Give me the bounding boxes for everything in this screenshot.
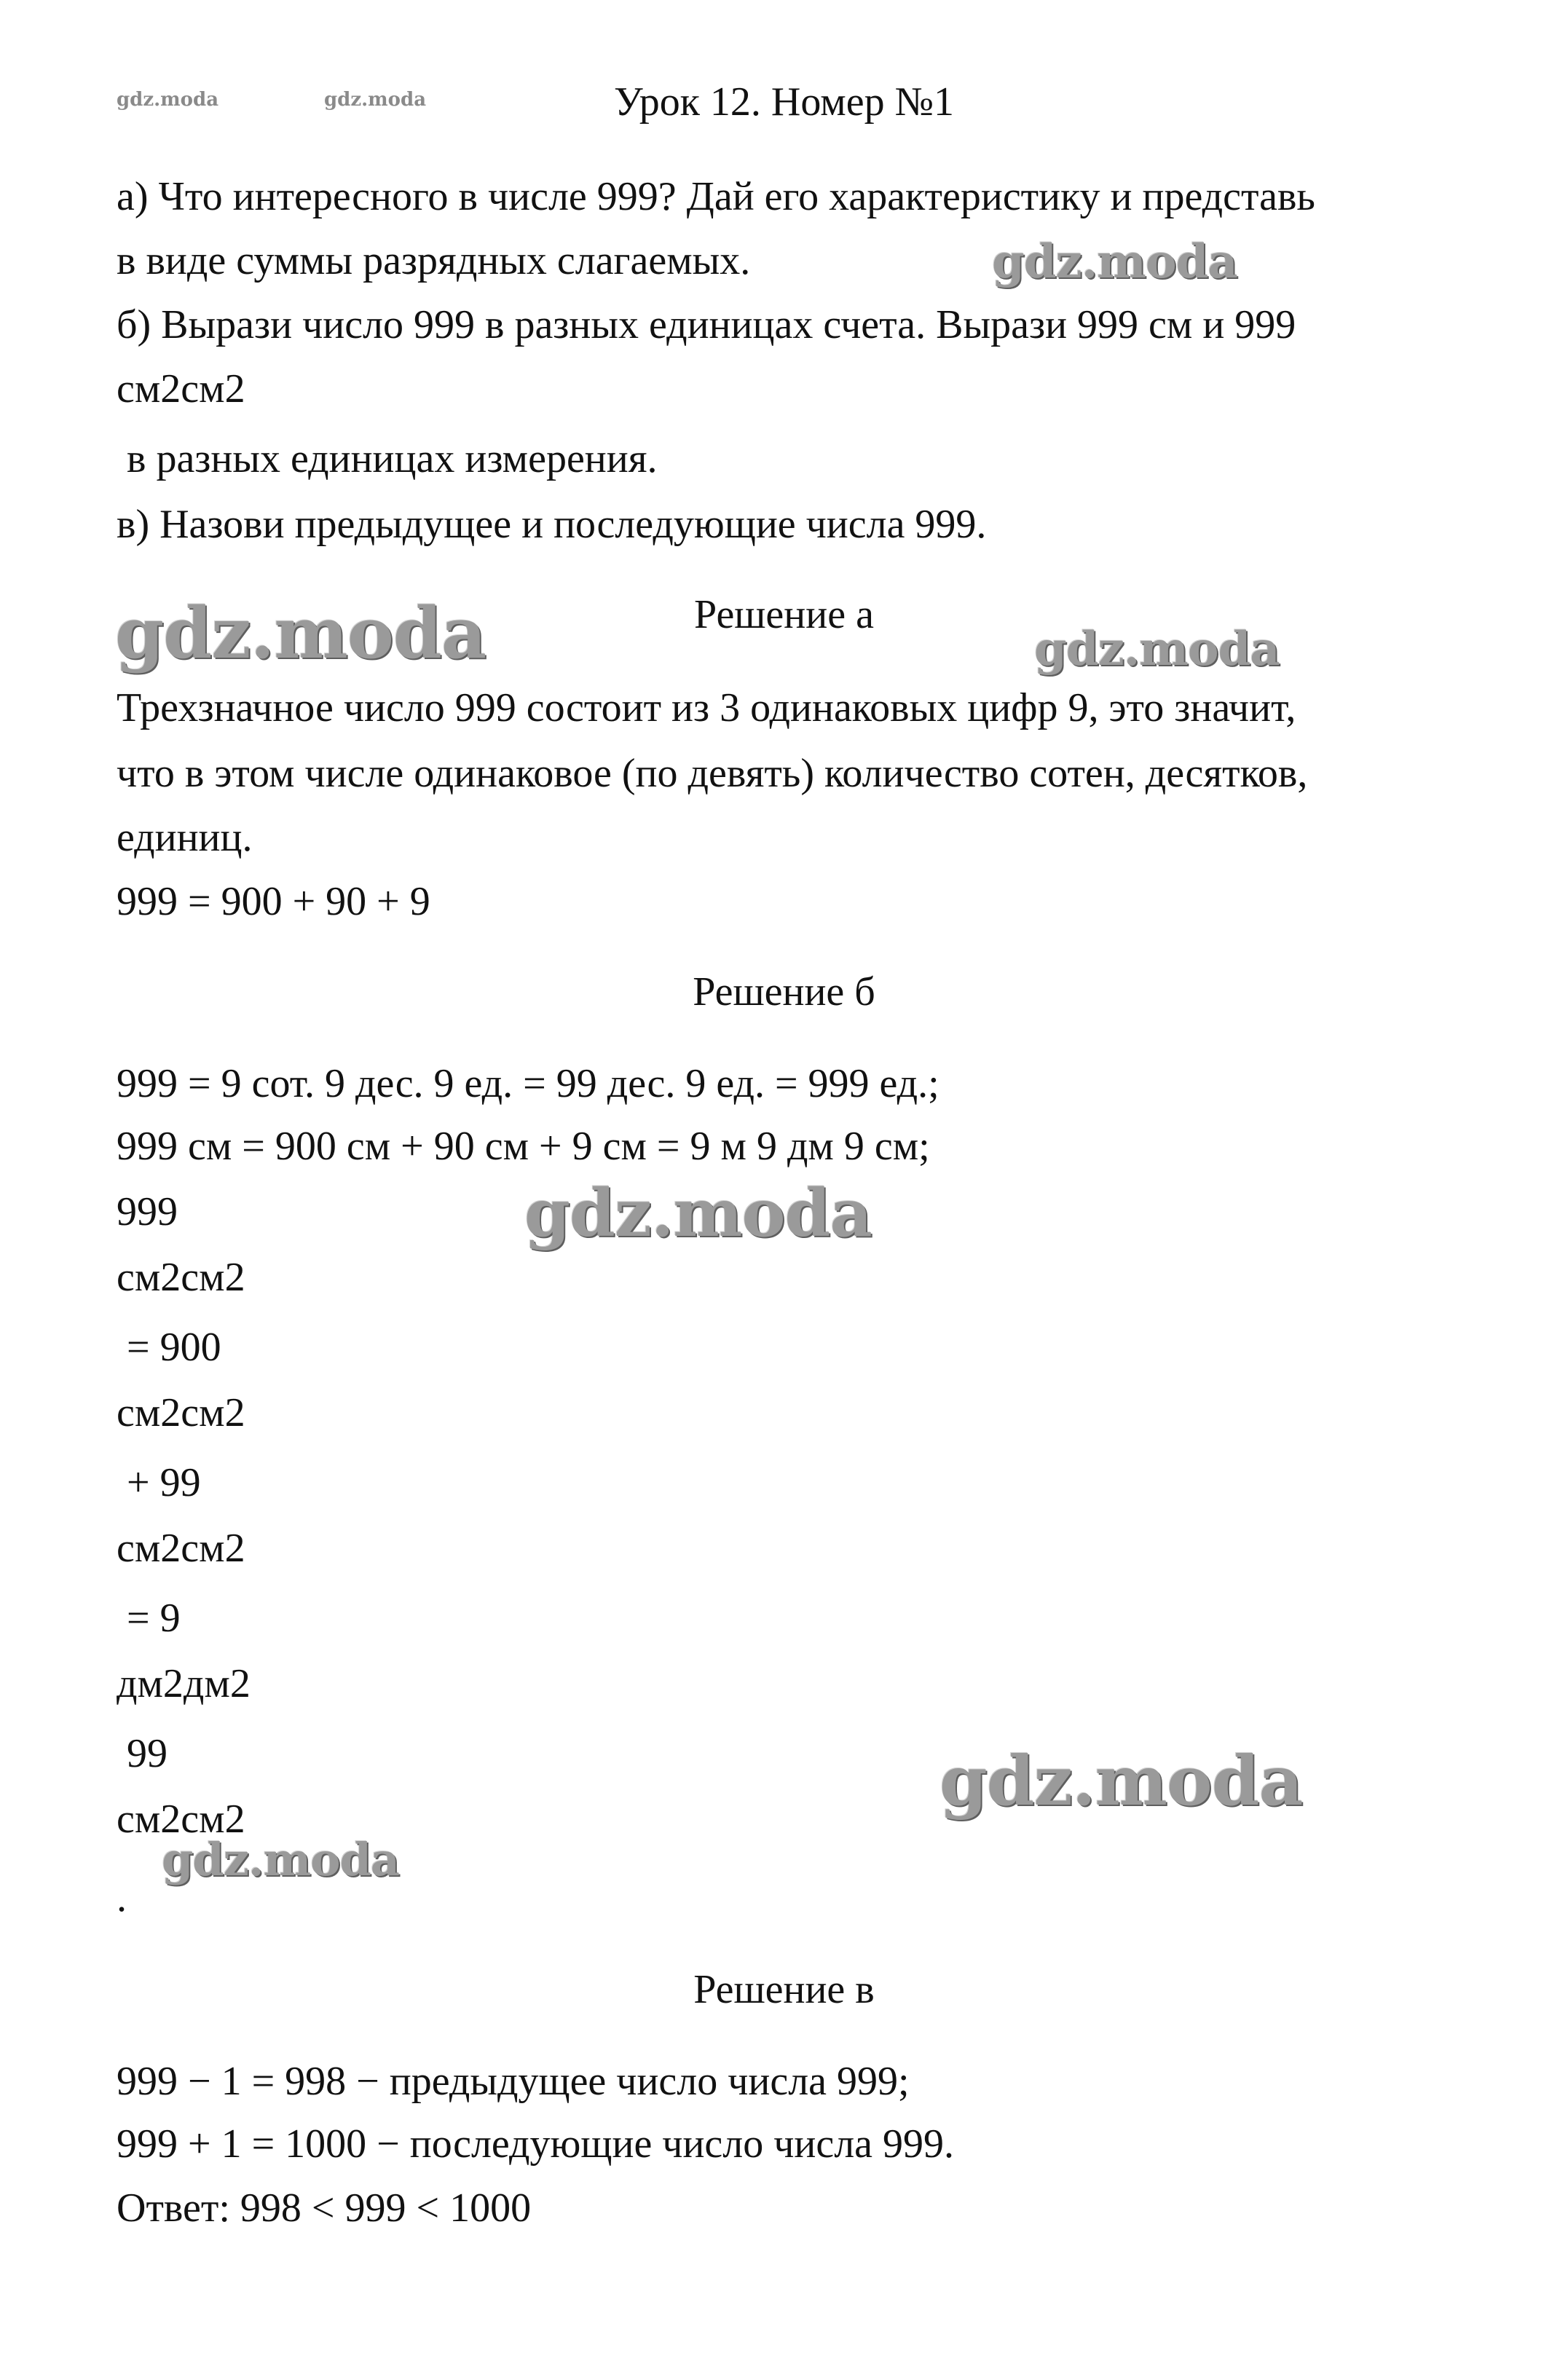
watermark-6: gdz.moda bbox=[162, 1833, 399, 1886]
solution-b-line-12: см2см2 bbox=[117, 1797, 245, 1842]
task-a-line-1: а) Что интересного в числе 999? Дай его характеристику и представь bbox=[117, 174, 1315, 219]
solution-a-line-4: 999 = 900 + 90 + 9 bbox=[117, 879, 430, 924]
solution-b-line-10: дм2дм2 bbox=[117, 1661, 251, 1706]
solution-b-line-1: 999 = 9 сот. 9 дес. 9 ед. = 99 дес. 9 ед. = 999 ед.; bbox=[117, 1061, 939, 1106]
watermark-small-2: gdz.moda bbox=[324, 89, 427, 111]
watermark-small-1: gdz.moda bbox=[117, 89, 219, 111]
solution-b-line-5: = 900 bbox=[117, 1325, 221, 1370]
solution-b-line-3: 999 bbox=[117, 1189, 178, 1234]
solution-b-line-11: 99 bbox=[117, 1731, 168, 1776]
page-title: Урок 12. Номер №1 bbox=[613, 79, 955, 125]
solution-c-heading: Решение в bbox=[693, 1967, 875, 2012]
solution-b-line-13: . bbox=[117, 1875, 127, 1920]
solution-b-line-9: = 9 bbox=[117, 1596, 181, 1641]
solution-b-line-8: см2см2 bbox=[117, 1526, 245, 1571]
solution-b-line-7: + 99 bbox=[117, 1460, 201, 1505]
solution-b-line-4: см2см2 bbox=[117, 1255, 245, 1300]
solution-c-line-1: 999 − 1 = 998 − предыдущее число числа 999; bbox=[117, 2059, 910, 2104]
watermark-4: gdz.moda bbox=[524, 1175, 872, 1252]
solution-b-line-2: 999 см = 900 см + 90 см + 9 см = 9 м 9 дм 9 см; bbox=[117, 1124, 930, 1169]
task-b-line-1: б) Вырази число 999 в разных единицах счета. Вырази 999 см и 999 bbox=[117, 302, 1296, 347]
task-b-line-2: см2см2 bbox=[117, 366, 245, 411]
solution-b-heading: Решение б bbox=[693, 969, 875, 1014]
task-b-line-3: в разных единицах измерения. bbox=[117, 436, 658, 481]
solution-a-line-1: Трехзначное число 999 состоит из 3 одинаковых цифр 9, это значит, bbox=[117, 685, 1296, 730]
solution-a-line-3: единиц. bbox=[117, 815, 253, 860]
watermark-2: gdz.moda bbox=[115, 592, 486, 674]
watermark-3: gdz.moda bbox=[1034, 622, 1280, 677]
solution-c-line-2: 999 + 1 = 1000 − последующие число числа 999. bbox=[117, 2121, 955, 2167]
solution-a-heading: Решение а bbox=[694, 592, 874, 637]
task-c-line-1: в) Назови предыдущее и последующие числа 999. bbox=[117, 502, 987, 547]
solution-b-line-6: см2см2 bbox=[117, 1390, 245, 1435]
watermark-5: gdz.moda bbox=[939, 1741, 1303, 1821]
solution-c-line-3: Ответ: 998 < 999 < 1000 bbox=[117, 2185, 532, 2231]
task-a-line-2: в виде суммы разрядных слагаемых. bbox=[117, 238, 751, 283]
watermark-1: gdz.moda bbox=[992, 234, 1237, 289]
solution-a-line-2: что в этом числе одинаковое (по девять) количество сотен, десятков, bbox=[117, 751, 1308, 796]
